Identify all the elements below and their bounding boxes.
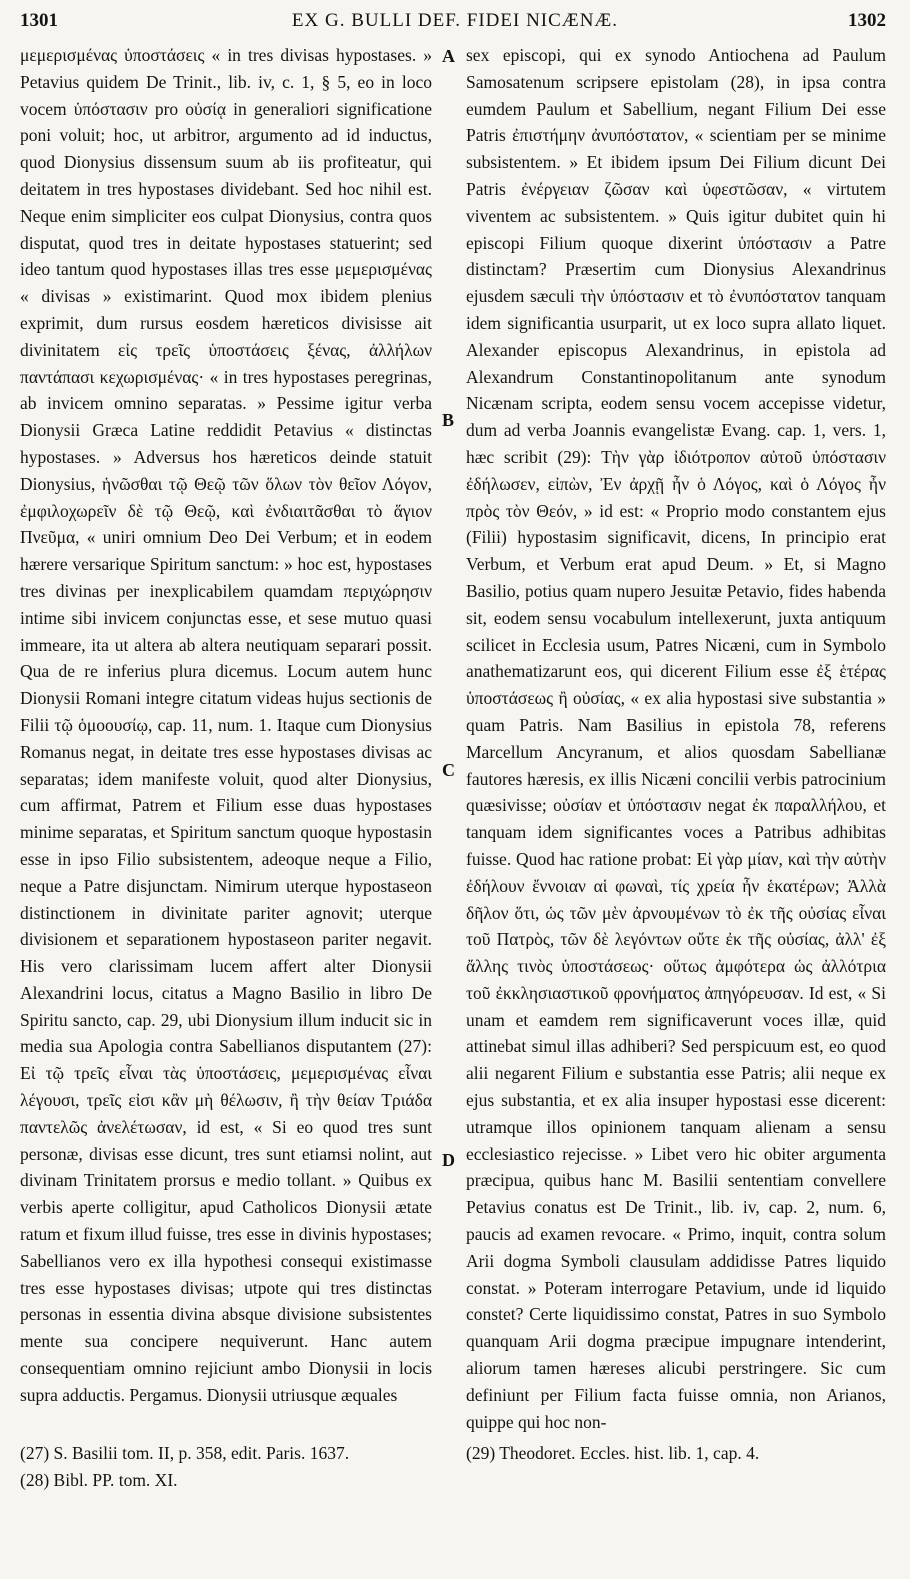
footnote-28: (28) Bibl. PP. tom. XI. (20, 1469, 178, 1490)
left-column (20, 42, 432, 1409)
footnotes-right (466, 1440, 886, 1467)
page-number-right: 1302 (848, 10, 886, 31)
page-number-left: 1301 (20, 10, 58, 31)
left-column-text: μεμερισμένας ὑποστάσεις « in tres divisas hypostases. » Petavius quidem De Trinit., lib. iv, c. 1, § 5, eo in loco vocem ὑπόστασιν pro οὐσίᾳ in generaliori significatione poni voluit; hoc, ut arbitror, argumento ad id inductus, quod Dionysius dissensum suum ab iis profiteatur, qui deitatem in tres hypostases dividebant. Sed hoc nihil est. Neque enim simpliciter eos culpat Dionysius, contra quos disputat, quod tres in deitate hypostases statuerint; sed ideo tantum quod hypostases illas tres esse μεμερισμένας « divisas » existimarint. Quod mox ibidem plenius exprimit, dum rursus eosdem hæreticos divisisse ait divinitatem εἰς τρεῖς ὑποστάσεις ξένας, ἀλλήλων παντάπασι κεχωρισμένας· « in tres hypostases peregrinas, ab invicem omnino separatas. » Pessime igitur verba Dionysii Græca Latine reddidit Petavius « distinctas hypostases. » Adversus hos hæreticos deinde statuit Dionysius, ἡνῶσθαι τῷ Θεῷ τῶν ὅλων τὸν θεῖον Λόγον, ἐμφιλοχωρεῖν δὲ τῷ Θεῷ, καὶ ἐνδιαιτᾶσθαι τὸ ἅγιον Πνεῦμα, « uniri omnium Deo Dei Verbum; et in eodem hærere versarique Spiritum sanctum: » hoc est, hypostases tres divinas per inexplicabilem quamdam περιχώρησιν intime sibi invicem conjunctas esse, et sese mutuo quasi immeare, ita ut altera ab altera neutiquam separari possit. Qua de re inferius plura dicemus. Locum autem hunc Dionysii Romani integre citatum videas hujus sectionis de Filii τῷ ὁμοουσίῳ, cap. 11, num. 1. Itaque cum Dionysius Romanus negat, in deitate tres esse hypostases divisas ac separatas; idem manifeste voluit, quod alter Dionysius, cum affirmat, Patrem et Filium esse duas hypostases minime separatas, et Spiritum sanctum quoque hypostasin esse in ipso Filio subsistentem, adeoque neque a Filio, neque a Patre disjunctam. Nimirum uterque hypostaseon distinctionem in divinitate pariter agnovit; uterque divisionem et separationem hypostaseon pariter negavit. His vero clarissimam lucem affert alter Dionysii Alexandrini locus, citatus a Magno Basilio in libro De Spiritu sancto, cap. 29, ubi Dionysium illum inducit sic in media sua Apologia contra Sabellianos disputantem (27): Εἰ τῷ τρεῖς εἶναι τὰς ὑποστάσεις, μεμερισμένας εἶναι λέγουσι, τρεῖς εἰσι κἂν μὴ θέλωσιν, ἢ τὴν θείαν Τριάδα παντελῶς ἀνελέτωσαν, id est, « Si eo quod tres sunt personæ, divisas esse dicunt, tres sunt etiamsi nolint, aut divinam Trinitatem prorsus e medio tollant. » Quibus ex verbis aperte colligitur, apud Catholicos Dionysii ætate ratum et fixum illud fuisse, tres esse in divinis hypostases; Sabellianos vero ex illa hypothesi consequi existimasse tres esse hypostases divisas; utpote qui tres distinctas personas in essentia divina absque divisione subsistentes mente sua concipere nequiverunt. Hanc autem consequentiam omnino rejiciunt ambo Dionysii in locis supra adductis. Pergamus. Dionysii utriusque æquales (20, 45, 432, 1405)
running-title: EX G. BULLI DEF. FIDEI NICÆNÆ. (291, 10, 619, 31)
margin-marker-d: D (442, 1150, 455, 1170)
margin-marker-b: B (442, 410, 455, 430)
running-header (0, 4, 910, 34)
footnote-27: (27) S. Basilii tom. II, p. 358, edit. Paris. 1637. (20, 1443, 350, 1463)
footnotes-left (20, 1440, 432, 1494)
margin-marker-c: C (442, 760, 455, 780)
footnote-29: (29) Theodoret. Eccles. hist. lib. 1, cap. 4. (466, 1443, 760, 1463)
right-column (466, 42, 886, 1435)
margin-marker-a: A (442, 46, 455, 66)
right-column-text: sex episcopi, qui ex synodo Antiochena ad Paulum Samosatenum scripsere epistolam (28), in ipsa contra eumdem Paulum et Sabellium, negant Filium Dei esse Patris ἐπιστήμην ἀνυπόστατον, « scientiam per se minime subsistentem. » Et ibidem ipsum Dei Filium dicunt Dei Patris ἐνέργειαν ζῶσαν καὶ ὑφεστῶσαν, « virtutem viventem ac subsistentem. » Quis igitur dubitet quin hi episcopi Filium quoque dixerint ὑπόστασιν a Patre distinctam? Præsertim cum Dionysius Alexandrinus ejusdem sæculi τὴν ὑπόστασιν et τὸ ἐνυπόστατον tanquam idem significantia usurparit, ut ex loco supra allato liquet. Alexander episcopus Alexandrinus, in epistola ad Alexandrum Constantinopolitanum ante synodum Nicænam scripta, eodem sensu vocem accepisse videtur, dum ad verba Joannis evangelistæ Evang. cap. 1, vers. 1, hæc scribit (29): Τὴν γὰρ ἰδιότροπον αὐτοῦ ὑπόστασιν ἐδήλωσεν, εἰπὼν, Ἐν ἀρχῇ ἦν ὁ Λόγος, καὶ ὁ Λόγος ἦν πρὸς τὸν Θεόν, » id est: « Proprio modo constantem ejus (Filii) hypostasim significavit, dicens, In principio erat Verbum, et Verbum erat apud Deum. » Et, si Magno Basilio, potius quam nupero Jesuitæ Petavio, fides habenda sit, eodem sensu vocabulum intellexerunt, juxta antiquum scilicet in Ecclesia usum, Patres Nicæni, cum in Symbolo anathematizarunt eos, qui dicerent Filium esse ἐξ ἑτέρας ὑποστάσεως ἢ οὐσίας, « ex alia hypostasi sive substantia » quam Patris. Nam Basilius in epistola 78, referens Marcellum Ancyranum, et alios quosdam Sabellianæ fautores hæresis, ex illis Nicæni concilii verbis patrocinium quæsivisse; οὐσίαν et ὑπόστασιν negat ἐκ παραλλήλου, et tanquam idem significantes voces a Patribus adhibitas fuisse. Quod hac ratione probat: Εἰ γὰρ μίαν, καὶ τὴν αὐτὴν ἐδήλουν ἔννοιαν αἱ φωναὶ, τίς χρεία ἦν ἑκατέρων; Ἀλλὰ δῆλον ὅτι, ὡς τῶν μὲν ἀρνουμένων τὸ ἐκ τῆς οὐσίας εἶναι τοῦ Πατρὸς, τῶν δὲ λεγόντων οὔτε ἐκ τῆς οὐσίας, ἀλλ' ἐξ ἄλλης τινὸς ὑποστάσεως· οὕτως ἀμφότερα ὡς ἀλλότρια τοῦ ἐκκλησιαστικοῦ φρονήματος ἀπηγόρευσαν. Id est, « Si unam et eamdem rem significaverunt voces illæ, quid attinebat simul illas adhiberi? Sed perspicuum est, eo quod alii negarent Filium e substantia esse Patris; alii neque ex ejus substantia, et ex alia insuper hypostasi esse dicerent: utramque illos opinionem tanquam alienam a sensu ecclesiastico rejecisse. » Libet vero hic obiter argumenta præcipua, quibus hanc M. Basilii sententiam convellere Petavius conatus est De Trinit., lib. iv, cap. 2, num. 6, paucis ad examen revocare. « Primo, inquit, contra solum Arii dogma Symboli clausulam addidisse Patres liquido constat. » Poteram interrogare Petavium, unde id liquido constet? Certe liquidissimo constat, Patres in suo Symbolo quanquam Arii dogma præcipue impugnare intenderint, aliorum tamen hæreses alicubi perstringere. Sic cum definiunt per Filium facta fuisse omnia, non Arianos, quippe qui hoc non- (466, 45, 886, 1432)
